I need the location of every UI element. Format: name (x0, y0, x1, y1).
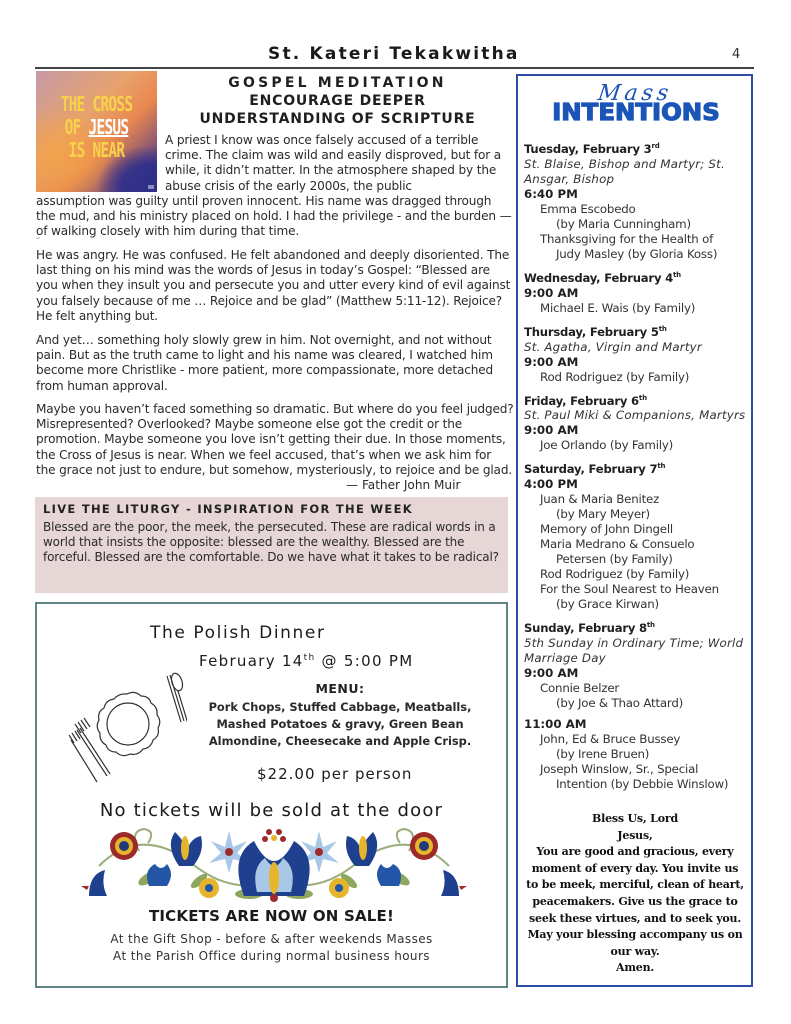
day-entry (524, 391, 752, 454)
author-signature: — Father John Muir (346, 478, 461, 492)
day-label: Sunday, February 8 (524, 621, 647, 636)
day-label: Thursday, February 5 (524, 324, 659, 339)
stray-quote-mark: “” (36, 238, 40, 244)
tickets-on-sale: TICKETS ARE NOW ON SALE! (148, 907, 395, 925)
intention-name: Emma Escobedo (540, 201, 636, 216)
intention-by: (by Maria Cunningham) (556, 216, 691, 231)
day-entry (524, 139, 752, 262)
mass-time: 9:00 AM (524, 423, 579, 438)
intention-name: Thanksgiving for the Health of (540, 231, 714, 246)
dinner-date-time: @ 5:00 PM (315, 652, 414, 670)
intention-by: (by Mary Meyer) (556, 507, 650, 522)
day-title (524, 322, 752, 340)
mass-title-script: Mass (596, 81, 674, 106)
gospel-heading-line: GOSPEL MEDITATION (228, 75, 447, 91)
intention (524, 232, 752, 262)
mass-title-block: INTENTIONS (552, 100, 720, 126)
ticket-location: At the Parish Office during normal business hours (113, 949, 430, 963)
no-tickets-at-door: No tickets will be sold at the door (99, 800, 444, 821)
mass-time: 9:00 AM (524, 666, 579, 681)
intention-name: Maria Medrano & Consuelo (540, 537, 695, 552)
menu-label: MENU: (315, 681, 365, 696)
intention-name: For the Soul Nearest to Heaven (540, 582, 719, 597)
intention (524, 732, 752, 762)
mass-time: 11:00 AM (524, 717, 587, 732)
intention (524, 582, 752, 612)
intention-by: Judy Masley (by Gloria Koss) (556, 246, 718, 261)
intention: Rod Rodriguez (by Family) (540, 567, 690, 582)
intention-by: (by Grace Kirwan) (556, 597, 659, 612)
gospel-paragraph-1b: assumption was guilty until proven innocent. His name was dragged through the mud, and his ministry placed on hold. I had the privilege - and the burden — of walking closely with him during that time. (36, 194, 512, 239)
polish-dinner-flyer (35, 602, 508, 988)
day-label: Saturday, February 7 (524, 462, 658, 477)
day-suffix: th (657, 462, 666, 471)
day-entry (524, 717, 752, 792)
prayer-title: Bless Us, Lord (592, 812, 678, 825)
intention (524, 202, 752, 232)
gospel-heading (165, 74, 510, 128)
gospel-paragraph-2: He was angry. He was confused. He felt abandoned and deeply disoriented. The last thing on his mind was the words of Jesus in today’s Gospel: “Blessed are you when they insult you and persecute you and utter every kind of evil against you falsely because of me … Rejoice and be glad” (Matthew 5:11-12). Rejoice? He felt anything but. (36, 248, 511, 323)
day-title (524, 139, 752, 157)
day-suffix: th (646, 621, 655, 630)
feast-name: 5th Sunday in Ordinary Time; World Marriage Day (524, 636, 744, 666)
day-entry (524, 618, 752, 711)
polish-folk-flower-border-icon (79, 826, 469, 906)
intention (524, 681, 752, 711)
gospel-paragraph-1a: A priest I know was once falsely accused of a terrible crime. The claim was wild and easily disproved, but for a while, it didn’t matter. In the atmosphere shaped by the abuse crisis of the early 2000s, the public (165, 133, 502, 193)
menu-items: Pork Chops, Stuffed Cabbage, Meatballs, Mashed Potatoes & gravy, Green Bean Almondine, Cheesecake and Apple Crisp. (208, 700, 472, 748)
mass-time: 9:00 AM (524, 285, 579, 300)
parish-name: St. Kateri Tekakwitha (268, 44, 520, 64)
intention-name: Joseph Winslow, Sr., Special (540, 762, 699, 777)
day-suffix: th (658, 324, 667, 333)
intention-name: Juan & Maria Benitez (540, 492, 660, 507)
dinner-date-suffix: th (303, 653, 316, 663)
prayer-line: Jesus, (617, 828, 653, 842)
day-suffix: th (638, 393, 647, 402)
mass-schedule (524, 139, 752, 798)
ticket-locations (37, 931, 506, 965)
mass-time: 6:40 PM (524, 186, 578, 201)
cross-of-jesus-image (36, 71, 157, 192)
day-title (524, 618, 752, 636)
ticket-location: At the Gift Shop - before & after weekends Masses (110, 932, 433, 946)
day-entry (524, 268, 752, 316)
intention-name: Connie Belzer (540, 681, 620, 696)
dinner-date-day: February 14 (199, 652, 304, 670)
mass-time: 4:00 PM (524, 477, 578, 492)
feast-name: St. Blaise, Bishop and Martyr; St. Ansgar, Bishop (524, 156, 725, 186)
intention: Memory of John Dingell (540, 522, 673, 537)
day-label: Tuesday, February 3 (524, 141, 652, 156)
day-label: Friday, February 6 (524, 393, 639, 408)
day-title (524, 391, 752, 409)
intention (524, 762, 752, 792)
intention-by: Petersen (by Family) (556, 552, 673, 567)
liturgy-title: LIVE THE LITURGY - INSPIRATION FOR THE WEEK (43, 502, 413, 516)
gospel-heading-line: UNDERSTANDING OF SCRIPTURE (199, 111, 476, 127)
intention-by: (by Joe & Thao Attard) (556, 696, 684, 711)
intention-by: Intention (by Debbie Winslow) (556, 777, 729, 792)
liturgy-text: Blessed are the poor, the meek, the persecuted. These are radical words in a world that insists the opposite: blessed are the wealthy. Blessed are the forceful. Blessed are the comfortable. Do we have what it takes to be radical? (43, 520, 499, 565)
header-divider (35, 67, 754, 69)
feast-name: St. Paul Miki & Companions, Martyrs (524, 408, 746, 423)
plate-and-cutlery-icon (67, 672, 187, 787)
cover-line: OF (64, 115, 81, 139)
page-number: 4 (732, 47, 741, 62)
intention: Rod Rodriguez (by Family) (540, 369, 690, 384)
intention-name: John, Ed & Bruce Bussey (540, 732, 681, 747)
cover-line-accent: JESUS (88, 115, 129, 139)
intention: Joe Orlando (by Family) (540, 438, 674, 453)
day-suffix: th (673, 270, 681, 279)
feast-name: St. Agatha, Virgin and Martyr (524, 339, 702, 354)
dinner-date (199, 652, 413, 670)
mass-intentions-box (516, 74, 753, 987)
day-entry (524, 459, 752, 612)
cover-logo-mark (148, 185, 154, 189)
live-the-liturgy-box (35, 497, 508, 593)
bless-us-lord-prayer (524, 811, 746, 977)
cover-line: THE CROSS (60, 92, 133, 116)
day-label: Wednesday, February 4 (524, 270, 674, 285)
prayer-line: Amen. (616, 961, 654, 975)
intention (524, 537, 752, 567)
intention (524, 492, 752, 522)
dinner-title: The Polish Dinner (150, 623, 326, 643)
day-entry (524, 322, 752, 385)
gospel-paragraph-4: Maybe you haven’t faced something so dramatic. But where do you feel judged? Misrepresented? Overlooked? Maybe someone else got the credit or the promotion. Maybe someone you love isn’t getting their due. In those moments, the Cross of Jesus is near. When we feel accused, that’s when we ask him for the grace not just to endure, but somehow, mysteriously, to rejoice and be glad. (36, 402, 514, 477)
day-suffix: rd (651, 142, 660, 150)
gospel-paragraph-3: And yet… something holy slowly grew in him. Not overnight, and not without pain. But as the truth came to light and his name was cleared, I watched him become more Christlike - more patient, more compassionate, more detached from human approval. (36, 333, 494, 393)
mass-time: 9:00 AM (524, 354, 579, 369)
intention-by: (by Irene Bruen) (556, 747, 650, 762)
dinner-price: $22.00 per person (257, 765, 413, 783)
intention: Michael E. Wais (by Family) (540, 300, 696, 315)
day-title (524, 268, 752, 286)
day-title (524, 459, 752, 477)
gospel-heading-line: ENCOURAGE DEEPER (249, 93, 426, 109)
cover-art-text (53, 93, 140, 162)
prayer-line: You are good and gracious, every moment of every day. You invite us to be meek, merciful, clean of heart, peacemakers. Give us the grace to seek these virtues, and to seek you. May your blessing accompany us on our way. (526, 845, 744, 958)
cover-line: IS NEAR (68, 138, 125, 162)
